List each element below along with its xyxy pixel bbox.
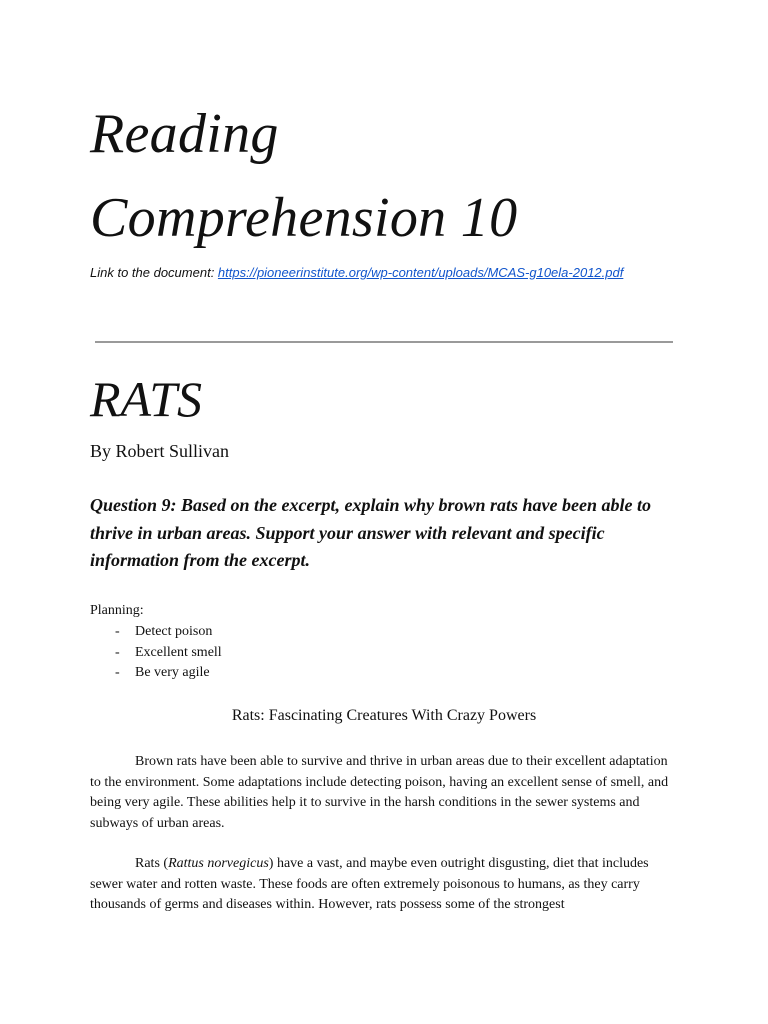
paragraph-text: Rats (	[135, 856, 169, 871]
byline: By Robert Sullivan	[90, 441, 229, 461]
list-item-text: Be very agile	[135, 665, 210, 681]
list-dash: -	[115, 624, 120, 639]
essay-heading: RATS	[90, 371, 203, 427]
question-prompt: Question 9: Based on the excerpt, explain why brown rats have been able to thrive in urban areas. Support your answer with relevant and specific information from the excerpt.	[90, 495, 652, 570]
document-title-line-2: Comprehension 10	[90, 187, 518, 249]
list-item	[90, 643, 222, 664]
planning-list	[90, 622, 222, 684]
essay-title: Rats: Fascinating Creatures With Crazy Powers	[231, 707, 537, 724]
list-dash: -	[115, 644, 120, 660]
document-title-line-1: Reading	[90, 103, 279, 165]
essay-paragraph-1: Brown rats have been able to survive and thrive in urban areas due to their excellent adaptation to the environment. Some adaptations include detecting poison, having an excellent sense of smell, and being very agile. These abilities help it to survive in the harsh conditions in the sewer systems and subways of urban areas.	[90, 754, 669, 832]
list-item	[90, 663, 222, 684]
document-link-line	[90, 264, 623, 282]
horizontal-divider	[95, 341, 673, 343]
link-label: Link to the document:	[90, 265, 218, 280]
essay-paragraph-2	[90, 854, 678, 920]
species-name: Rattus norvegicus	[168, 856, 269, 871]
paragraph-text: ) have a vast, and maybe even outright disgusting, diet that includes sewer water and rotten waste. These foods are often extremely poisonous to humans, as they carry thousands of germs and diseases within. However, rats possess some of the strongest	[90, 856, 649, 913]
list-dash: -	[115, 665, 120, 681]
list-item	[90, 622, 222, 643]
document-link[interactable]: https://pioneerinstitute.org/wp-content/uploads/MCAS-g10ela-2012.pdf	[217, 265, 624, 280]
list-item-text: Detect poison	[135, 624, 213, 639]
planning-label: Planning:	[90, 603, 144, 618]
list-item-text: Excellent smell	[135, 644, 222, 660]
